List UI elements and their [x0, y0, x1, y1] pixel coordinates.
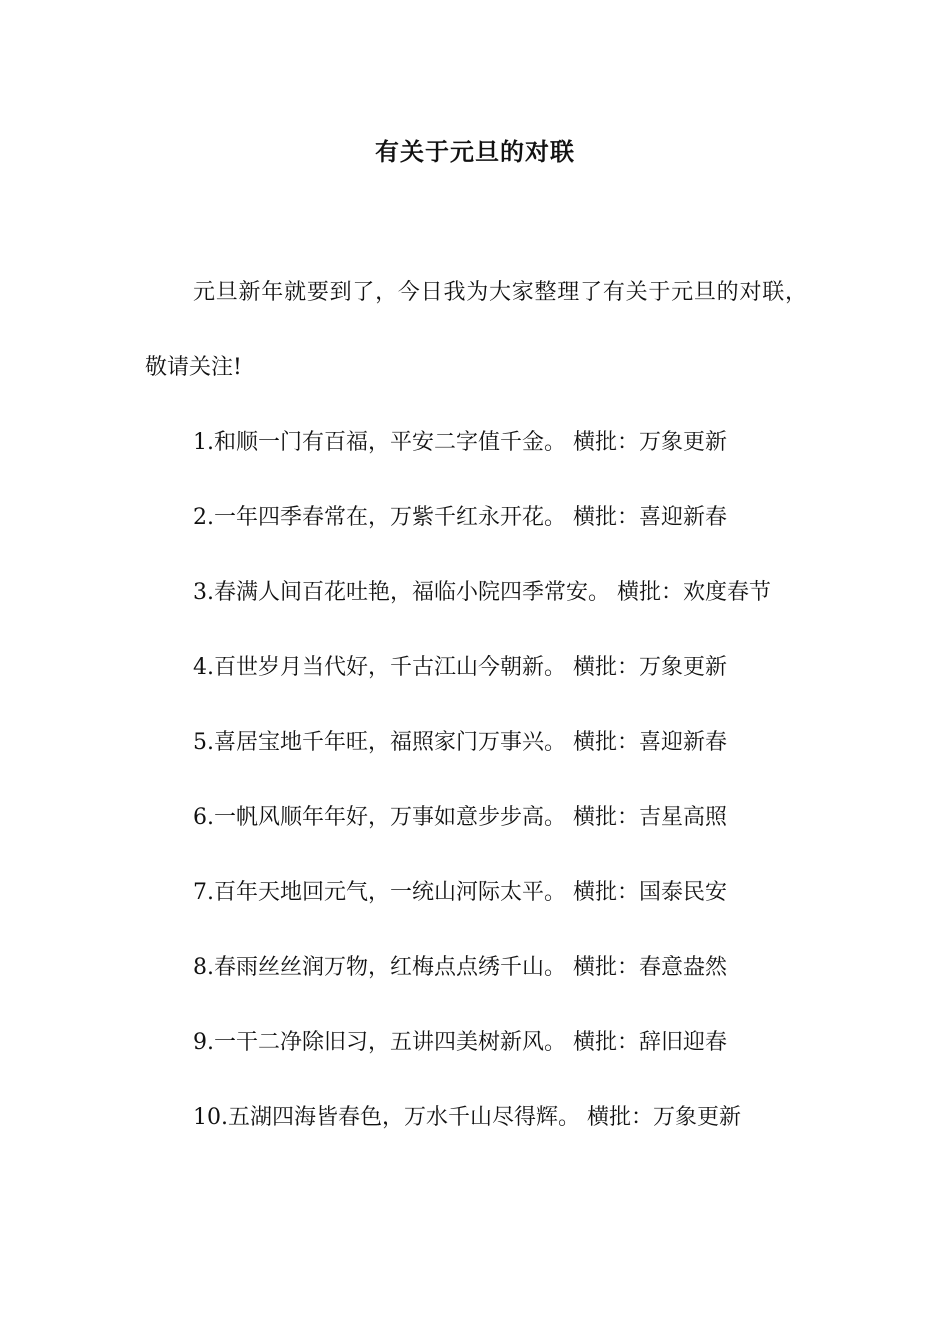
document-body [145, 255, 807, 1155]
couplet-item-4: 4.百世岁月当代好，千古江山今朝新。 横批：万象更新 [193, 655, 727, 680]
couplet-item-3: 3.春满人间百花吐艳，福临小院四季常安。 横批：欢度春节 [193, 580, 771, 605]
couplet-item-2: 2.一年四季春常在，万紫千红永开花。 横批：喜迎新春 [193, 505, 727, 530]
couplet-item-7: 7.百年天地回元气，一统山河际太平。 横批：国泰民安 [193, 880, 727, 905]
couplet-item-8: 8.春雨丝丝润万物，红梅点点绣千山。 横批：春意盎然 [193, 955, 727, 980]
couplet-item-9: 9.一干二净除旧习，五讲四美树新风。 横批：辞旧迎春 [193, 1030, 727, 1055]
document-title: 有关于元旦的对联 [375, 137, 575, 166]
intro-paragraph: 元旦新年就要到了，今日我为大家整理了有关于元旦的对联，敬请关注! [145, 280, 807, 380]
couplet-item-5: 5.喜居宝地千年旺，福照家门万事兴。 横批：喜迎新春 [193, 730, 727, 755]
couplet-item-1: 1.和顺一门有百福，平安二字值千金。 横批：万象更新 [193, 430, 727, 455]
couplet-item-6: 6.一帆风顺年年好，万事如意步步高。 横批：吉星高照 [193, 805, 727, 830]
couplet-item-10: 10.五湖四海皆春色，万水千山尽得辉。 横批：万象更新 [193, 1105, 741, 1130]
